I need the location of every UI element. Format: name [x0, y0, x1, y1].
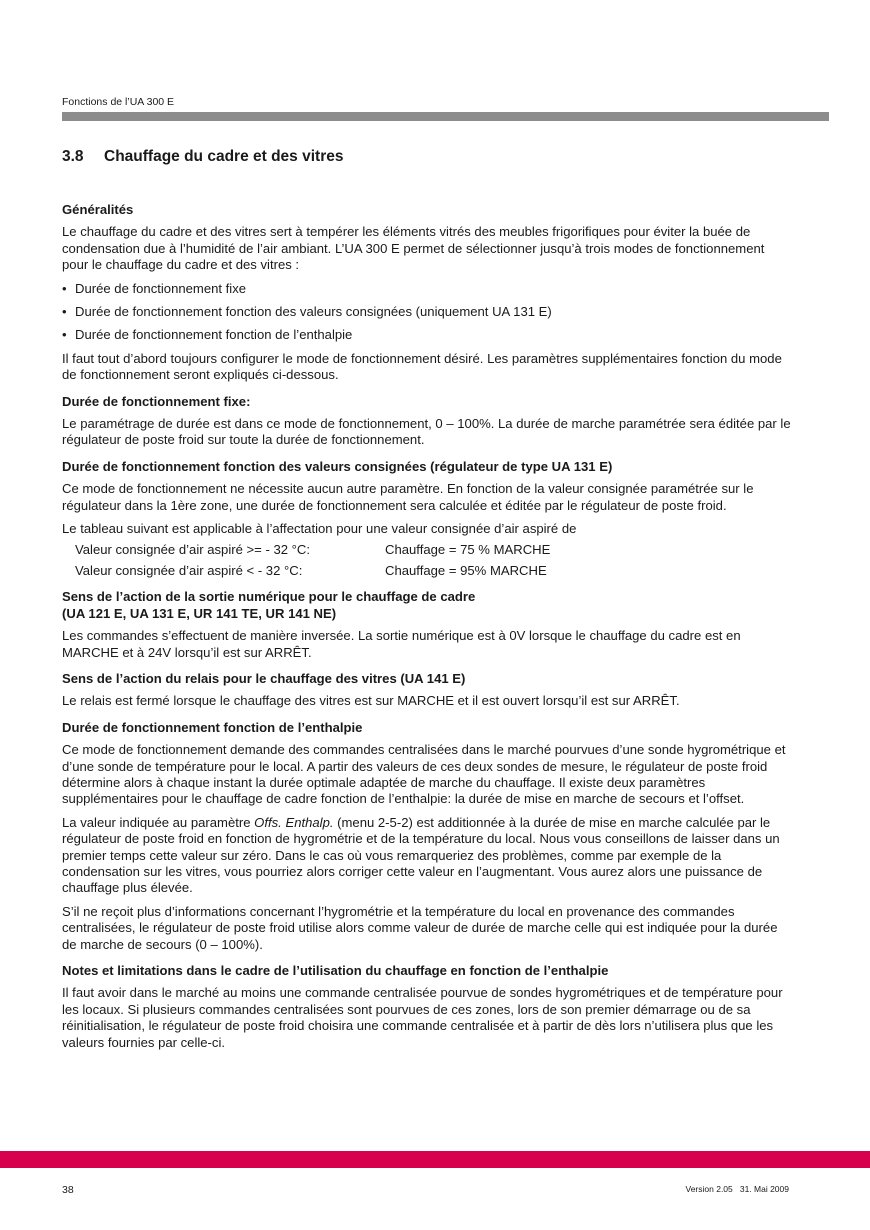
row-result: Chauffage = 75 % MARCHE — [385, 541, 551, 557]
header-divider-bar — [62, 112, 829, 121]
relais-heading: Sens de l’action du relais pour le chauffage des vitres (UA 141 E) — [62, 670, 466, 686]
relais-text: Le relais est fermé lorsque le chauffage des vitres est sur MARCHE et il est ouvert lorsqu’il est sur ARRÊT. — [62, 693, 680, 709]
list-item: • Durée de fonctionnement fonction des valeurs consignées (uniquement UA 131 E) — [62, 304, 792, 320]
generalites-intro: Le chauffage du cadre et des vitres sert à tempérer les éléments vitrés des meubles frigorifiques pour éviter la buée de condensation due à l’humidité de l’air ambiant. L’UA 300 E permet de sélectionner jusqu’à trois modes de fonctionnement pour le chauffage du cadre et des vitres : — [62, 224, 765, 273]
enthalpie-heading: Durée de fonctionnement fonction de l’enthalpie — [62, 719, 363, 735]
sortie-block — [62, 589, 792, 661]
section-number: 3.8 — [62, 148, 84, 165]
section-title-text: Chauffage du cadre et des vitres — [104, 148, 344, 165]
sortie-heading-line2: (UA 121 E, UA 131 E, UR 141 TE, UR 141 NE) — [62, 605, 337, 621]
row-condition: Valeur consignée d’air aspiré >= - 32 °C: — [75, 541, 310, 557]
consignees-table-intro: Le tableau suivant est applicable à l’affectation pour une valeur consignée d’air aspiré de — [62, 521, 577, 537]
relais-block — [62, 671, 792, 710]
enthalpie-p3: S’il ne reçoit plus d’informations concernant l’hygrométrie et la température du local en provenance des commandes centralisées, le régulateur de poste froid utilise alors comme valeur de durée de marche celle qui est indiquée pour la durée de marche de secours (0 – 100%). — [62, 903, 778, 952]
row-condition: Valeur consignée d’air aspiré < - 32 °C: — [75, 562, 303, 578]
notes-heading: Notes et limitations dans le cadre de l’utilisation du chauffage en fonction de l’enthalpie — [62, 963, 609, 979]
footer-accent-bar — [0, 1151, 870, 1168]
generalites-outro: Il faut tout d’abord toujours configurer le mode de fonctionnement désiré. Les paramètres supplémentaires fonction du mode de fonctionnement seront expliqués ci-dessous. — [62, 350, 782, 383]
enthalpie-p2 — [62, 815, 792, 897]
fixe-block — [62, 394, 792, 449]
enthalpie-p1: Ce mode de fonctionnement demande des commandes centralisées dans le marché pourvues d’une sonde hygrométrique et d’une sonde de température pour le local. A partir des valeurs de ces deux sondes de mesure, le régulateur de poste froid détermine alors à chaque instant la durée optimale adaptée de marche du chauffage. Il existe deux paramètres supplémentaires pour le chauffage de cadre fonction de l’enthalpie: la durée de mise en marche de secours et l’offset. — [62, 742, 786, 807]
parameter-name: Offs. Enthalp. — [254, 814, 334, 830]
document-body — [62, 202, 792, 1061]
notes-block — [62, 963, 792, 1051]
consignees-text: Ce mode de fonctionnement ne nécessite aucun autre paramètre. En fonction de la valeur consignée paramétrée sur le régulateur dans la 1ère zone, une durée de fonctionnement sera calculée et éditée par le régulateur de poste froid. — [62, 481, 754, 513]
section-title — [62, 148, 343, 166]
enthalpie-block — [62, 720, 792, 953]
page-number: 38 — [62, 1184, 74, 1196]
generalites-heading: Généralités — [62, 202, 134, 217]
version-info: Version 2.05 31. Mai 2009 — [685, 1184, 789, 1194]
sortie-text: Les commandes s’effectuent de manière inversée. La sortie numérique est à 0V lorsque le chauffage du cadre est en MARCHE et à 24V lorsqu’il est sur ARRÊT. — [62, 628, 741, 660]
consignees-block — [62, 459, 792, 579]
p2-before: La valeur indiquée au paramètre — [62, 814, 255, 830]
fixe-heading: Durée de fonctionnement fixe: — [62, 393, 251, 409]
consignees-heading: Durée de fonctionnement fonction des valeurs consignées (régulateur de type UA 131 E) — [62, 458, 613, 474]
notes-text: Il faut avoir dans le marché au moins une commande centralisée pourvue de sondes hygrométriques et de température pour les locaux. Si plusieurs commandes centralisées sont pourvues de ces zones, lors de son premier démarrage ou de sa réinitialisation, le régulateur de poste froid choisira une commande centralisée et à partir de dès lors n’utilisera plus que les valeurs fournies par celle-ci. — [62, 985, 783, 1050]
running-header: Fonctions de l’UA 300 E — [62, 96, 175, 108]
row-result: Chauffage = 95% MARCHE — [385, 562, 547, 578]
mode-list — [62, 281, 792, 344]
p2-after: (menu 2-5-2) est additionnée à la durée de mise en marche calculée par le régulateur de poste froid en fonction de hygrométrie et de la température du local. Nous vous conseillons de laisser dans un premier temps cette valeur sur zéro. Dans le cas où vous remarqueriez des problèmes, comme par exemple de la condensation sur les vitres, vous pourriez alors corriger cette valeur en l’augmentant. Vous aurez alors une puissance de chauffage plus élevée. — [62, 814, 780, 896]
sortie-heading — [62, 589, 792, 622]
list-item: • Durée de fonctionnement fixe — [62, 281, 792, 297]
generalites-block — [62, 202, 792, 384]
table-row — [62, 563, 792, 579]
fixe-text: Le paramétrage de durée est dans ce mode de fonctionnement, 0 – 100%. La durée de marche paramétrée sera éditée par le régulateur de poste froid sur toute la durée de fonctionnement. — [62, 416, 791, 448]
sortie-heading-line1: Sens de l’action de la sortie numérique pour le chauffage de cadre — [62, 589, 476, 605]
list-item: • Durée de fonctionnement fonction de l’enthalpie — [62, 327, 792, 343]
table-row — [62, 542, 792, 558]
